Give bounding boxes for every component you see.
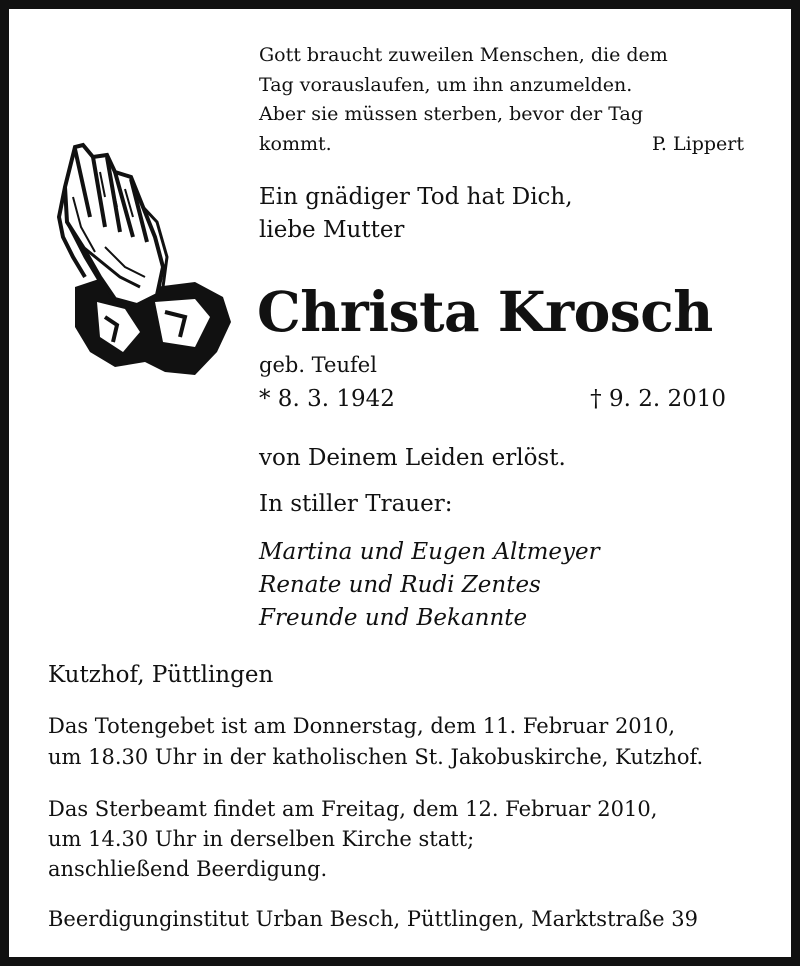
praying-hands-icon — [45, 127, 235, 389]
prayer-line: Das Totengebet ist am Donnerstag, dem 11. Februar 2010, — [48, 714, 676, 738]
mass-line: Das Sterbeamt findet am Freitag, dem 12. Februar 2010, — [48, 797, 658, 821]
maiden-name: geb. Teufel — [259, 353, 377, 377]
mourner-item: Freunde und Bekannte — [259, 605, 528, 631]
quote-line: Gott braucht zuweilen Menschen, die dem — [259, 44, 668, 66]
quote-line: Tag vorauslaufen, um ihn anzumelden. — [259, 73, 633, 96]
intro-line: liebe Mutter — [259, 217, 405, 243]
mass-info — [48, 794, 657, 884]
prayer-info — [48, 711, 703, 773]
mourner-item: Renate und Rudi Zentes — [259, 572, 541, 598]
relief-text: von Deinem Leiden erlöst. — [259, 445, 566, 471]
mourning-heading: In stiller Trauer: — [259, 491, 453, 517]
birth-date: * 8. 3. 1942 — [259, 386, 395, 412]
mourners-list — [259, 536, 600, 635]
death-date: † 9. 2. 2010 — [590, 386, 726, 412]
mass-line: um 14.30 Uhr in derselben Kirche statt; — [48, 827, 475, 851]
prayer-line: um 18.30 Uhr in der katholischen St. Jakobuskirche, Kutzhof. — [48, 745, 704, 769]
quote-line: kommt. — [259, 132, 332, 155]
funeral-home: Beerdigunginstitut Urban Besch, Püttlingen, Marktstraße 39 — [48, 907, 698, 931]
mourner-item: Martina und Eugen Altmeyer — [259, 539, 600, 565]
intro-line: Ein gnädiger Tod hat Dich, — [259, 184, 573, 210]
mass-line: anschließend Beerdigung. — [48, 857, 328, 881]
quote-author: P. Lippert — [652, 132, 744, 155]
deceased-name: Christa Krosch — [257, 279, 713, 344]
life-dates — [259, 382, 726, 416]
quote-block — [259, 41, 744, 159]
intro-text — [259, 181, 573, 247]
quote-line: Aber sie müssen sterben, bevor der Tag — [259, 103, 643, 125]
quote-last-line — [259, 130, 744, 160]
place-text: Kutzhof, Püttlingen — [48, 662, 274, 688]
